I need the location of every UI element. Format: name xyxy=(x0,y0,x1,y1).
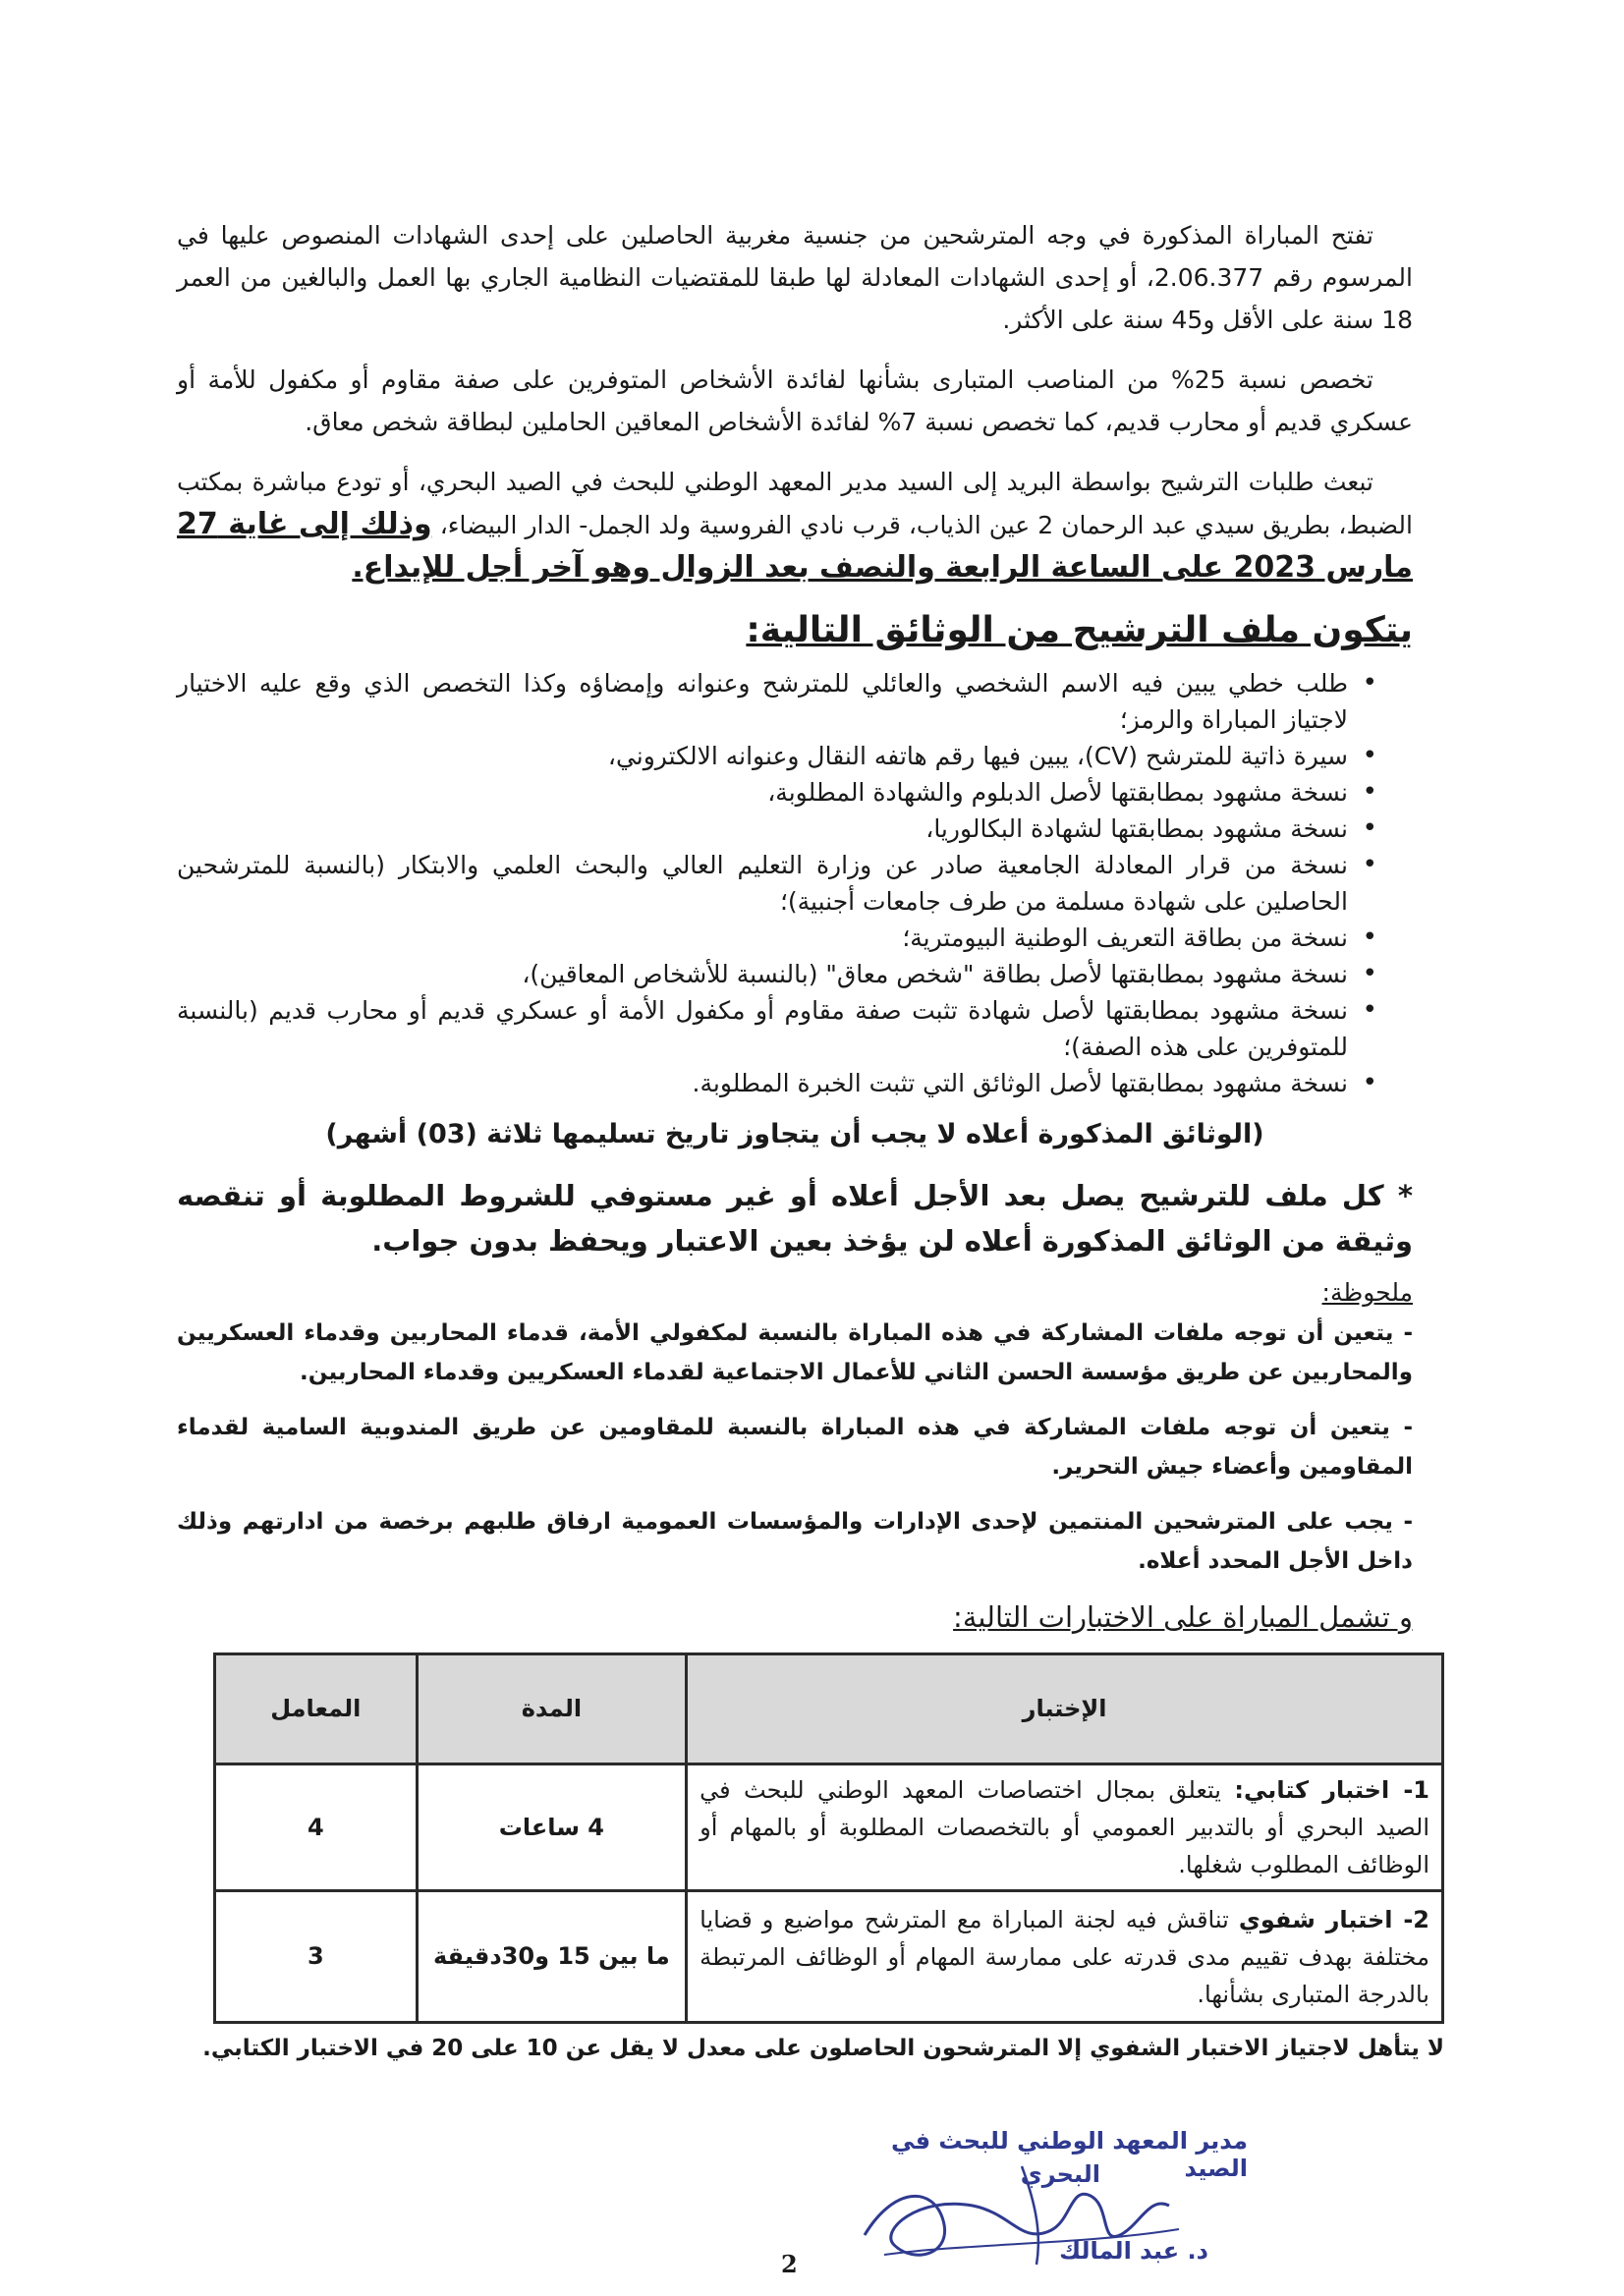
table-row xyxy=(215,1764,1443,1891)
deadline-text: وذلك إلى غاية 27 مارس 2023 على الساعة الرابعة والنصف بعد الزوال وهو آخر أجل للإيداع. xyxy=(177,507,1413,585)
submission-text: تبعث طلبات الترشيح بواسطة البريد إلى السيد مدير المعهد الوطني للبحث في الصيد البحري، أو تودع مباشرة بمكتب الضبط، بطريق سيدي عبد الرحمان 2 عين الذياب، قرب نادي الفروسية ولد الجمل- الدار البيضاء، xyxy=(177,468,1413,539)
table-header-row xyxy=(215,1654,1443,1764)
exam-title: 2- اختبار شفوي xyxy=(1238,1905,1429,1933)
note-item: - يتعين أن توجه ملفات المشاركة في هذه المباراة بالنسبة للمقاومين عن طريق المندوبية السامية لقدماء المقاومين وأعضاء جيش التحرير. xyxy=(177,1415,1413,1480)
signatory-name: د. عبد المالك xyxy=(1059,2237,1208,2265)
list-item: • سيرة ذاتية للمترشح (CV)، يبين فيها رقم هاتفه النقال وعنوانه الالكتروني، xyxy=(177,738,1377,774)
duration-cell: 4 ساعات xyxy=(417,1764,686,1891)
validity-note: (الوثائق المذكورة أعلاه لا يجب أن يتجاوز تاريخ تسليمها ثلاثة (03) أشهر) xyxy=(325,1119,1264,1149)
tests-table xyxy=(213,1652,1444,2024)
note-item: - يتعين أن توجه ملفات المشاركة في هذه المباراة بالنسبة لمكفولي الأمة، قدماء المحاربين وقدماء العسكريين والمحاربين عن طريق مؤسسة الحسن الثاني للأعمال الاجتماعية لقدماء العسكريين وقدماء المحاربين. xyxy=(177,1320,1413,1385)
exam-cell xyxy=(687,1891,1443,2023)
exam-description: تناقش فيه لجنة المباراة مع المترشح مواضيع و قضايا مختلفة بهدف تقييم مدى قدرته على ممارسة المهام أو الوظائف المرتبطة بالدرجة المتبارى بشأنها. xyxy=(700,1905,1429,2008)
list-item: • طلب خطي يبين فيه الاسم الشخصي والعائلي للمترشح وعنوانه وإمضاؤه وكذا التخصص الذي وقع عليه الاختيار لاجتياز المباراة والرمز؛ xyxy=(177,665,1377,738)
page-number: 2 xyxy=(781,2250,798,2278)
list-item: • نسخة مشهود بمطابقتها لأصل بطاقة "شخص معاق" (بالنسبة للأشخاص المعاقين)، xyxy=(177,956,1377,992)
documents-heading: يتكون ملف الترشيح من الوثائق التالية: xyxy=(746,610,1413,650)
header-coefficient: المعامل xyxy=(215,1654,418,1764)
header-exam: الإختبار xyxy=(687,1654,1443,1764)
list-item: • نسخة مشهود بمطابقتها لأصل الوثائق التي تثبت الخبرة المطلوبة. xyxy=(177,1065,1377,1101)
coefficient-cell: 4 xyxy=(215,1764,418,1891)
documents-list xyxy=(177,665,1377,1101)
tests-intro: و تشمل المباراة على الاختبارات التالية: xyxy=(953,1600,1413,1634)
coefficient-cell: 3 xyxy=(215,1891,418,2023)
exam-title: 1- اختبار كتابي: xyxy=(1234,1776,1429,1804)
signature-block xyxy=(825,2127,1248,2274)
list-item: • نسخة مشهود بمطابقتها لشهادة البكالوريا، xyxy=(177,811,1377,847)
exam-description: يتعلق بمجال اختصاصات المعهد الوطني للبحث في الصيد البحري أو بالتدبير العمومي أو بالتخصصات المطلوبة أو بالمهام أو الوظائف المطلوب شغلها. xyxy=(700,1776,1429,1878)
signatory-title-line2: البحري xyxy=(1020,2160,1100,2188)
list-item: • نسخة مشهود بمطابقتها لأصل شهادة تثبت صفة مقاوم أو مكفول الأمة أو عسكري قديم أو محارب قديم (بالنسبة للمتوفرين على هذه الصفة)؛ xyxy=(177,992,1377,1065)
list-item: • نسخة مشهود بمطابقتها لأصل الدبلوم والشهادة المطلوبة، xyxy=(177,774,1377,811)
signatory-title: مدير المعهد الوطني للبحث في الصيد xyxy=(891,2127,1248,2182)
note-title: ملحوظة: xyxy=(1321,1278,1413,1307)
quota-paragraph: تخصص نسبة 25% من المناصب المتبارى بشأنها لفائدة الأشخاص المتوفرين على صفة مقاوم أو مكفول للأمة أو عسكري قديم أو محارب قديم، كما تخصص نسبة 7% لفائدة الأشخاص المعاقين الحاملين لبطاقة شخص معاق. xyxy=(177,365,1413,436)
page-content xyxy=(177,214,1444,2070)
submission-paragraph xyxy=(177,461,1413,589)
duration-cell: ما بين 15 و30دقيقة xyxy=(417,1891,686,2023)
admission-condition: لا يتأهل لاجتياز الاختبار الشفوي إلا المترشحون الحاصلون على معدل لا يقل عن 10 على 20 في الاختبار الكتابي. xyxy=(202,2036,1444,2061)
table-row xyxy=(215,1891,1443,2023)
list-item: • نسخة من قرار المعادلة الجامعية صادر عن وزارة التعليم العالي والبحث العلمي والابتكار (بالنسبة للمترشحين الحاصلين على شهادة مسلمة من طرف جامعات أجنبية)؛ xyxy=(177,847,1377,920)
warning-paragraph: * كل ملف للترشيح يصل بعد الأجل أعلاه أو غير مستوفي للشروط المطلوبة أو تنقصه وثيقة من الوثائق المذكورة أعلاه لن يؤخذ بعين الاعتبار ويحفظ بدون جواب. xyxy=(177,1179,1413,1258)
note-item: - يجب على المترشحين المنتمين لإحدى الإدارات والمؤسسات العمومية ارفاق طلبهم برخصة من ادارتهم وذلك داخل الأجل المحدد أعلاه. xyxy=(177,1509,1413,1574)
list-item: • نسخة من بطاقة التعريف الوطنية البيومترية؛ xyxy=(177,920,1377,956)
header-duration: المدة xyxy=(417,1654,686,1764)
exam-cell xyxy=(687,1764,1443,1891)
eligibility-paragraph: تفتح المباراة المذكورة في وجه المترشحين من جنسية مغربية الحاصلين على إحدى الشهادات المنصوص عليها في المرسوم رقم 2.06.377، أو إحدى الشهادات المعادلة لها طبقا للمقتضيات النظامية الجاري بها العمل والبالغين من العمر 18 سنة على الأقل و45 سنة على الأكثر. xyxy=(177,221,1413,334)
